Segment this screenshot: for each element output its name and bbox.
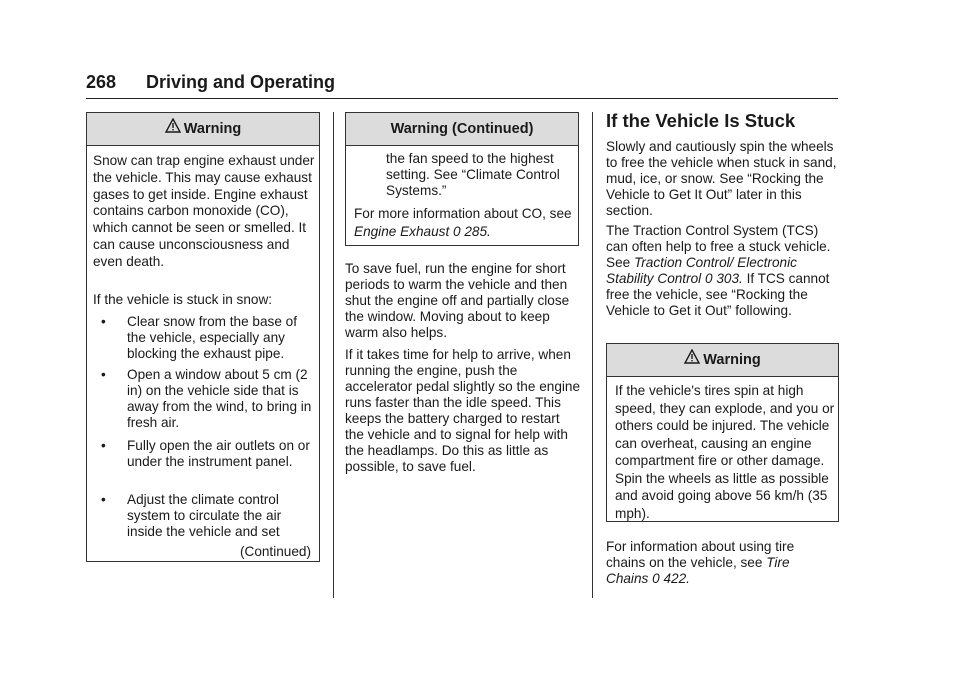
bullet: • [101,492,106,507]
bullet: • [101,438,106,453]
bullet-text: Adjust the climate control system to circulate the air inside the vehicle and set [127,492,282,539]
warning-continued-text: the fan speed to the highest setting. See “Climate Control Systems.” [386,151,560,198]
column-divider-1 [333,112,334,598]
section-heading: If the Vehicle Is Stuck [606,110,796,131]
warning-header [607,344,838,377]
bullet-text: Open a window about 5 cm (2 in) on the vehicle side that is away from the wind, to bring in fresh air. [127,367,312,430]
tcs-link[interactable]: Traction Control/ Electronic Stability Control [606,255,797,286]
warning-box-tires [606,343,839,522]
tcs-paragraph [606,223,838,319]
warning-box-snow [86,112,320,562]
stuck-paragraph: Slowly and cautiously spin the wheels to free the vehicle when stuck in sand, mud, ice, or snow. See “Rocking the Vehicle to Get It Out” later in this section. [606,139,837,218]
warning-title: Warning [183,121,242,137]
bullet-text: Clear snow from the base of the vehicle, especially any blocking the exhaust pipe. [127,314,298,361]
page-number: 268 [86,72,117,92]
warning-title: Warning [703,352,761,368]
tire-chains-paragraph [606,539,826,587]
engine-exhaust-link[interactable]: Engine Exhaust [354,224,450,239]
warning-icon [165,113,181,145]
continued-label: (Continued) [239,544,311,559]
tire-chains-link[interactable]: Tire Chains [606,555,790,586]
warning-icon [684,344,700,376]
warning-header: Warning (Continued) [346,113,578,146]
page-ref: 0 422. [652,571,690,586]
bullet: • [101,314,106,329]
help-paragraph: If it takes time for help to arrive, when running the engine, push the accelerator pedal slightly so the engine runs faster than the idle speed. This keeps the battery charged to restart the vehicle and to signal for help with the headlamps. Do this as little as possible, to save fuel. [345,347,581,474]
page-ref: 0 285. [453,224,491,239]
fuel-paragraph: To save fuel, run the engine for short periods to warm the vehicle and then shut the engine off and partially close the window. Moving about to keep warm also helps. [345,261,570,340]
section-title: Driving and Operating [146,72,336,92]
tcs-text-a: The Traction Control System (TCS) can often help to free a stuck vehicle. See [606,223,831,270]
warning-intro: Snow can trap engine exhaust under the vehicle. This may cause exhaust gases to get inside. Engine exhaust contains carbon monoxide (CO), which cannot be seen or smelled. It can cause unconsciousness and even death. [93,153,315,269]
warning-lead: If the vehicle is stuck in snow: [93,292,273,307]
more-info-prefix: For more information about CO, see [354,206,572,221]
warning-header [87,113,319,146]
tcs-text-b: If TCS cannot free the vehicle, see “Rocking the Vehicle to Get it Out” following. [606,271,830,318]
bullet: • [101,367,106,382]
page-header [86,72,838,99]
warning-box-continued [345,112,579,246]
page-ref: 0 303. [704,271,743,286]
tire-chains-text: For information about using tire chains on the vehicle, see [606,539,795,570]
more-info-text [354,205,576,241]
bullet-text: Fully open the air outlets on or under the instrument panel. [127,438,310,469]
column-divider-2 [592,112,593,598]
warning-text: If the vehicle's tires spin at high speed, they can explode, and you or others could be injured. The vehicle can overheat, causing an engine compartment fire or other damage. Spin the wheels as little as possible and avoid going above 56 km/h (35 mph). [615,383,835,521]
